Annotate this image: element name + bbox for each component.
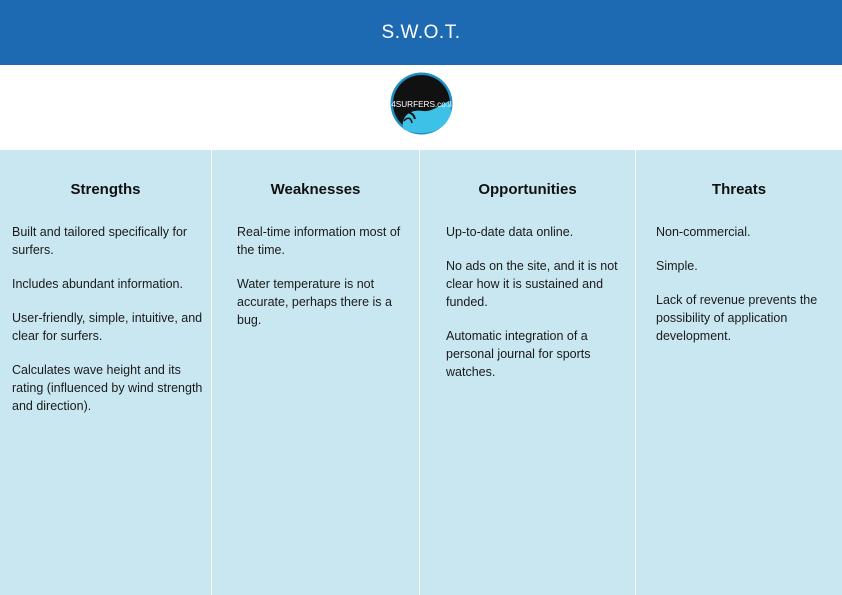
- list-item: Non-commercial.: [656, 225, 751, 239]
- opportunities-column: [420, 150, 635, 595]
- weaknesses-column: [212, 150, 419, 595]
- brand-logo: [389, 71, 454, 136]
- strengths-list: [12, 223, 204, 431]
- threats-list: [656, 223, 824, 361]
- logo-band: [0, 65, 842, 150]
- list-item: Includes abundant information.: [12, 277, 183, 291]
- list-item: No ads on the site, and it is not clear how it is sustained and funded.: [446, 259, 618, 309]
- list-item: Automatic integration of a personal journal for sports watches.: [446, 329, 591, 379]
- list-item: Real-time information most of the time.: [237, 225, 401, 257]
- threats-title: Threats: [711, 181, 767, 198]
- opportunities-list: [446, 223, 624, 397]
- list-item: Lack of revenue prevents the possibility of application development.: [656, 293, 818, 343]
- list-item: Calculates wave height and its rating (influenced by wind strength and direction).: [12, 363, 203, 413]
- page-header: [0, 0, 842, 65]
- opportunities-title: Opportunities: [478, 181, 577, 198]
- list-item: User-friendly, simple, intuitive, and clear for surfers.: [12, 311, 203, 343]
- weaknesses-list: [237, 223, 409, 345]
- swot-grid: [0, 150, 842, 595]
- list-item: Simple.: [656, 259, 698, 273]
- strengths-title: Strengths: [70, 181, 141, 198]
- list-item: Built and tailored specifically for surfers.: [12, 225, 188, 257]
- strengths-column: [0, 150, 211, 595]
- threats-column: [636, 150, 842, 595]
- list-item: Water temperature is not accurate, perhaps there is a bug.: [237, 277, 392, 327]
- list-item: Up-to-date data online.: [446, 225, 574, 239]
- logo-text: 4SURFERS.co.il: [391, 100, 452, 109]
- surf-wave-logo-icon: [389, 71, 454, 136]
- weaknesses-title: Weaknesses: [270, 181, 361, 198]
- page-title: S.W.O.T.: [381, 21, 461, 43]
